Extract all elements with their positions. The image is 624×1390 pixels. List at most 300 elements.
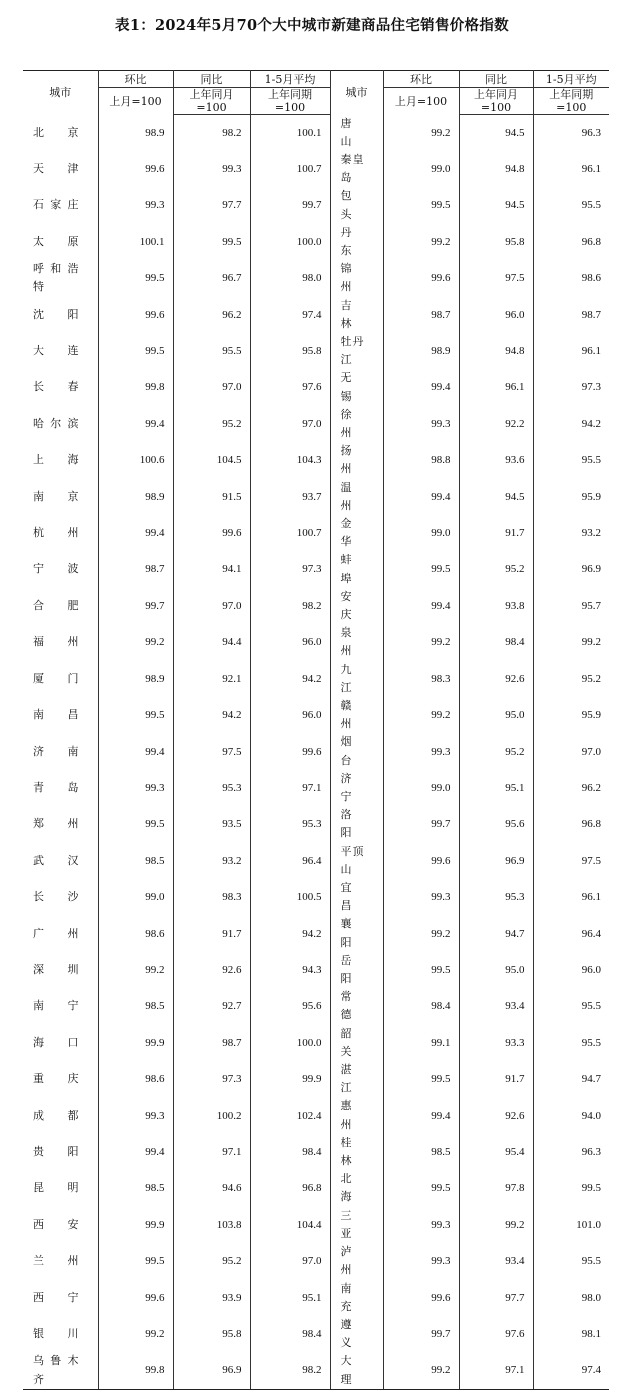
- right-yoy-cell: 95.6: [459, 806, 533, 842]
- left-avg-cell: 94.2: [250, 915, 330, 951]
- left-city-cell: 南 宁: [33, 999, 80, 1013]
- right-mom-cell: 99.7: [383, 1316, 459, 1352]
- right-yoy-cell: 93.3: [459, 1025, 533, 1061]
- left-yoy-cell: 97.5: [173, 733, 250, 769]
- right-city-cell: 遵 义: [340, 1317, 353, 1350]
- right-city-cell: 韶 关: [340, 1026, 353, 1058]
- right-mom-cell: 99.0: [383, 515, 459, 551]
- left-avg-cell: 104.4: [250, 1207, 330, 1243]
- right-avg-cell: 95.5: [533, 442, 609, 478]
- left-avg-cell: 96.0: [250, 624, 330, 660]
- left-city-cell: 杭 州: [33, 526, 80, 540]
- right-city-cell: 包 头: [340, 189, 353, 221]
- left-yoy-cell: 97.3: [173, 1061, 250, 1097]
- table-row: [23, 1243, 609, 1279]
- right-avg-cell: 96.2: [533, 770, 609, 806]
- right-yoy-cell: 95.2: [459, 551, 533, 587]
- right-yoy-cell: 94.5: [459, 479, 533, 515]
- right-avg-cell: 98.1: [533, 1316, 609, 1352]
- left-city-cell: 银 川: [33, 1327, 80, 1340]
- avg-sub1-right: 上年同期: [533, 88, 609, 102]
- right-yoy-cell: 97.7: [459, 1280, 533, 1316]
- left-avg-cell: 98.2: [250, 1352, 330, 1389]
- left-yoy-cell: 96.9: [173, 1352, 250, 1389]
- left-yoy-cell: 103.8: [173, 1207, 250, 1243]
- table-row: [23, 1207, 609, 1243]
- table-row: [23, 1280, 609, 1316]
- left-avg-cell: 95.8: [250, 333, 330, 369]
- left-city-cell: 福 州: [33, 635, 80, 649]
- right-city-cell: 洛 阳: [340, 808, 353, 840]
- right-yoy-cell: 94.5: [459, 115, 533, 151]
- right-yoy-cell: 95.2: [459, 733, 533, 769]
- table-row: [23, 624, 609, 660]
- left-mom-cell: 99.4: [98, 733, 173, 769]
- yoy-sub2-right: =100: [459, 101, 533, 115]
- left-avg-cell: 98.2: [250, 588, 330, 624]
- right-city-cell: 烟 台: [340, 735, 353, 767]
- table-row: [23, 588, 609, 624]
- right-avg-cell: 97.3: [533, 369, 609, 405]
- table-row: [23, 697, 609, 733]
- right-city-cell: 蚌 埠: [340, 553, 353, 585]
- mom-sub-left: 上月=100: [98, 88, 173, 115]
- left-avg-cell: 95.1: [250, 1280, 330, 1316]
- table-row: [23, 369, 609, 405]
- left-avg-cell: 97.6: [250, 369, 330, 405]
- table-body: [23, 115, 609, 1390]
- left-avg-cell: 100.0: [250, 224, 330, 260]
- right-avg-cell: 96.4: [533, 915, 609, 951]
- left-city-cell: 石家庄: [33, 198, 80, 212]
- right-avg-cell: 96.9: [533, 551, 609, 587]
- table-row: [23, 406, 609, 442]
- right-yoy-cell: 95.4: [459, 1134, 533, 1170]
- left-mom-cell: 99.5: [98, 1243, 173, 1279]
- left-yoy-cell: 94.4: [173, 624, 250, 660]
- table-row: [23, 115, 609, 151]
- right-avg-cell: 96.1: [533, 151, 609, 187]
- left-avg-cell: 104.3: [250, 442, 330, 478]
- right-mom-cell: 99.2: [383, 115, 459, 151]
- table-row: [23, 1061, 609, 1097]
- left-avg-cell: 98.0: [250, 260, 330, 296]
- left-yoy-cell: 95.2: [173, 406, 250, 442]
- table-row: [23, 151, 609, 187]
- left-mom-cell: 99.5: [98, 806, 173, 842]
- right-yoy-cell: 96.0: [459, 297, 533, 333]
- left-avg-cell: 100.7: [250, 515, 330, 551]
- right-avg-cell: 96.1: [533, 333, 609, 369]
- left-city-cell: 济 南: [33, 744, 80, 758]
- right-city-cell: 岳 阳: [340, 953, 353, 986]
- right-yoy-cell: 97.6: [459, 1316, 533, 1352]
- left-city-cell: 长 春: [33, 380, 80, 394]
- right-yoy-cell: 97.1: [459, 1352, 533, 1389]
- left-avg-cell: 97.4: [250, 297, 330, 333]
- right-avg-cell: 95.2: [533, 661, 609, 697]
- right-yoy-cell: 95.1: [459, 770, 533, 806]
- right-city-cell: 扬 州: [340, 444, 353, 476]
- left-avg-cell: 97.3: [250, 551, 330, 587]
- right-avg-cell: 95.5: [533, 1243, 609, 1279]
- right-yoy-cell: 92.6: [459, 661, 533, 697]
- left-yoy-cell: 93.9: [173, 1280, 250, 1316]
- right-mom-cell: 99.4: [383, 369, 459, 405]
- left-avg-cell: 100.1: [250, 115, 330, 151]
- avg-header-left: 1-5月平均: [250, 71, 330, 88]
- left-yoy-cell: 92.7: [173, 988, 250, 1024]
- right-avg-cell: 98.0: [533, 1280, 609, 1316]
- right-yoy-cell: 94.5: [459, 187, 533, 223]
- right-mom-cell: 99.3: [383, 406, 459, 442]
- table-title: 表1：2024年5月70个大中城市新建商品住宅销售价格指数: [115, 17, 509, 34]
- left-yoy-cell: 99.5: [173, 224, 250, 260]
- left-mom-cell: 99.3: [98, 770, 173, 806]
- right-avg-cell: 96.0: [533, 952, 609, 988]
- right-mom-cell: 99.0: [383, 770, 459, 806]
- left-city-cell: 合 肥: [33, 598, 80, 612]
- right-city-cell: 金 华: [340, 516, 353, 549]
- right-city-cell: 唐 山: [340, 116, 353, 148]
- avg-header-right: 1-5月平均: [533, 71, 609, 88]
- yoy-sub2-left: =100: [173, 101, 250, 115]
- left-avg-cell: 99.9: [250, 1061, 330, 1097]
- left-yoy-cell: 95.5: [173, 333, 250, 369]
- right-city-cell: 常 德: [340, 990, 353, 1022]
- left-mom-cell: 98.9: [98, 661, 173, 697]
- table-row: [23, 333, 609, 369]
- right-mom-cell: 99.7: [383, 806, 459, 842]
- left-city-cell: 海 口: [33, 1035, 80, 1049]
- left-avg-cell: 100.7: [250, 151, 330, 187]
- table-row: [23, 224, 609, 260]
- table-row: [23, 843, 609, 879]
- left-yoy-cell: 92.6: [173, 952, 250, 988]
- right-yoy-cell: 92.2: [459, 406, 533, 442]
- right-mom-cell: 99.5: [383, 952, 459, 988]
- right-avg-cell: 96.3: [533, 1134, 609, 1170]
- city-header-left: 城市: [49, 86, 72, 100]
- table-row: [23, 515, 609, 551]
- right-avg-cell: 97.5: [533, 843, 609, 879]
- left-avg-cell: 95.6: [250, 988, 330, 1024]
- left-yoy-cell: 92.1: [173, 661, 250, 697]
- right-mom-cell: 99.2: [383, 697, 459, 733]
- right-yoy-cell: 91.7: [459, 515, 533, 551]
- left-mom-cell: 99.6: [98, 151, 173, 187]
- left-city-cell: 西 宁: [33, 1290, 80, 1304]
- right-avg-cell: 94.0: [533, 1097, 609, 1133]
- left-city-cell: 沈 阳: [33, 307, 80, 321]
- left-avg-cell: 97.0: [250, 1243, 330, 1279]
- right-yoy-cell: 93.4: [459, 988, 533, 1024]
- table-row: [23, 806, 609, 842]
- avg-sub1-left: 上年同期: [250, 88, 330, 102]
- left-mom-cell: 98.9: [98, 479, 173, 515]
- left-mom-cell: 98.5: [98, 988, 173, 1024]
- left-avg-cell: 97.1: [250, 770, 330, 806]
- right-avg-cell: 98.7: [533, 297, 609, 333]
- table-row: [23, 551, 609, 587]
- right-yoy-cell: 94.8: [459, 333, 533, 369]
- left-mom-cell: 99.7: [98, 588, 173, 624]
- left-yoy-cell: 97.0: [173, 588, 250, 624]
- left-yoy-cell: 96.7: [173, 260, 250, 296]
- right-avg-cell: 95.5: [533, 988, 609, 1024]
- right-mom-cell: 99.5: [383, 187, 459, 223]
- right-mom-cell: 99.3: [383, 733, 459, 769]
- left-mom-cell: 99.4: [98, 406, 173, 442]
- table-row: [23, 479, 609, 515]
- left-city-cell: 呼和浩特: [33, 262, 80, 294]
- yoy-sub1-left: 上年同月: [173, 88, 250, 102]
- left-mom-cell: 99.8: [98, 1352, 173, 1389]
- right-city-cell: 宜 昌: [340, 881, 353, 913]
- left-mom-cell: 99.0: [98, 879, 173, 915]
- table-row: [23, 915, 609, 951]
- left-yoy-cell: 100.2: [173, 1097, 250, 1133]
- left-mom-cell: 99.3: [98, 187, 173, 223]
- right-mom-cell: 99.0: [383, 151, 459, 187]
- right-mom-cell: 99.6: [383, 260, 459, 296]
- right-avg-cell: 99.5: [533, 1170, 609, 1206]
- right-avg-cell: 95.5: [533, 187, 609, 223]
- left-avg-cell: 94.3: [250, 952, 330, 988]
- right-mom-cell: 99.2: [383, 915, 459, 951]
- table-row: [23, 1316, 609, 1352]
- left-mom-cell: 98.5: [98, 843, 173, 879]
- left-city-cell: 西 安: [33, 1217, 80, 1231]
- left-mom-cell: 99.6: [98, 297, 173, 333]
- left-city-cell: 青 岛: [33, 780, 80, 794]
- table-row: [23, 1170, 609, 1206]
- right-city-cell: 北 海: [340, 1172, 353, 1204]
- left-mom-cell: 98.9: [98, 115, 173, 151]
- right-mom-cell: 98.4: [383, 988, 459, 1024]
- right-avg-cell: 96.1: [533, 879, 609, 915]
- table-row: [23, 952, 609, 988]
- left-avg-cell: 98.4: [250, 1134, 330, 1170]
- right-city-cell: 秦皇岛: [340, 152, 365, 185]
- left-mom-cell: 99.9: [98, 1207, 173, 1243]
- left-yoy-cell: 99.3: [173, 151, 250, 187]
- right-yoy-cell: 94.7: [459, 915, 533, 951]
- right-mom-cell: 99.5: [383, 551, 459, 587]
- left-city-cell: 大 连: [33, 344, 80, 358]
- left-mom-cell: 98.6: [98, 915, 173, 951]
- table-row: [23, 260, 609, 296]
- left-yoy-cell: 95.8: [173, 1316, 250, 1352]
- right-avg-cell: 95.5: [533, 1025, 609, 1061]
- table-row: [23, 661, 609, 697]
- right-city-cell: 无 锡: [340, 371, 353, 403]
- left-avg-cell: 96.0: [250, 697, 330, 733]
- left-mom-cell: 98.7: [98, 551, 173, 587]
- left-avg-cell: 97.0: [250, 406, 330, 442]
- left-city-cell: 武 汉: [33, 853, 80, 867]
- right-yoy-cell: 96.1: [459, 369, 533, 405]
- table-row: [23, 187, 609, 223]
- right-city-cell: 丹 东: [340, 225, 353, 257]
- right-city-cell: 泉 州: [340, 626, 353, 658]
- right-city-cell: 牡丹江: [340, 334, 365, 367]
- table-row: [23, 1025, 609, 1061]
- right-mom-cell: 99.2: [383, 624, 459, 660]
- left-mom-cell: 99.5: [98, 333, 173, 369]
- right-city-cell: 吉 林: [340, 298, 353, 330]
- right-mom-cell: 99.1: [383, 1025, 459, 1061]
- left-yoy-cell: 94.6: [173, 1170, 250, 1206]
- left-avg-cell: 100.0: [250, 1025, 330, 1061]
- left-mom-cell: 99.3: [98, 1097, 173, 1133]
- left-city-cell: 哈尔滨: [33, 416, 80, 430]
- left-city-cell: 重 庆: [33, 1072, 80, 1086]
- left-mom-cell: 100.6: [98, 442, 173, 478]
- left-city-cell: 南 昌: [33, 708, 80, 722]
- left-mom-cell: 99.4: [98, 1134, 173, 1170]
- left-city-cell: 天 津: [33, 162, 80, 175]
- right-city-cell: 徐 州: [340, 407, 353, 439]
- table-row: [23, 770, 609, 806]
- city-header-right: 城市: [345, 86, 368, 100]
- left-avg-cell: 96.4: [250, 843, 330, 879]
- left-city-cell: 兰 州: [33, 1254, 80, 1268]
- left-yoy-cell: 98.2: [173, 115, 250, 151]
- left-city-cell: 广 州: [33, 926, 80, 940]
- left-avg-cell: 95.3: [250, 806, 330, 842]
- right-yoy-cell: 93.4: [459, 1243, 533, 1279]
- left-city-cell: 长 沙: [33, 890, 80, 904]
- right-mom-cell: 98.7: [383, 297, 459, 333]
- right-avg-cell: 94.2: [533, 406, 609, 442]
- right-mom-cell: 99.4: [383, 479, 459, 515]
- right-avg-cell: 98.6: [533, 260, 609, 296]
- left-mom-cell: 99.5: [98, 697, 173, 733]
- right-city-cell: 赣 州: [340, 699, 353, 731]
- left-yoy-cell: 98.7: [173, 1025, 250, 1061]
- left-avg-cell: 98.4: [250, 1316, 330, 1352]
- right-mom-cell: 98.9: [383, 333, 459, 369]
- left-avg-cell: 96.8: [250, 1170, 330, 1206]
- left-yoy-cell: 97.0: [173, 369, 250, 405]
- right-mom-cell: 98.3: [383, 661, 459, 697]
- right-city-cell: 温 州: [340, 480, 353, 512]
- right-city-cell: 平顶山: [340, 844, 365, 876]
- left-city-cell: 昆 明: [33, 1181, 80, 1195]
- table-row: [23, 879, 609, 915]
- right-avg-cell: 95.7: [533, 588, 609, 624]
- left-yoy-cell: 91.5: [173, 479, 250, 515]
- right-avg-cell: 97.4: [533, 1352, 609, 1389]
- right-yoy-cell: 98.4: [459, 624, 533, 660]
- left-mom-cell: 99.2: [98, 1316, 173, 1352]
- table-row: [23, 1134, 609, 1170]
- left-mom-cell: 99.6: [98, 1280, 173, 1316]
- right-mom-cell: 99.2: [383, 224, 459, 260]
- right-city-cell: 大 理: [330, 1352, 383, 1389]
- left-yoy-cell: 97.7: [173, 187, 250, 223]
- yoy-header-right: 同比: [459, 71, 533, 88]
- right-mom-cell: 99.6: [383, 843, 459, 879]
- left-city-cell: 宁 波: [33, 562, 80, 576]
- avg-sub2-left: =100: [250, 101, 330, 115]
- yoy-sub1-right: 上年同月: [459, 88, 533, 102]
- left-mom-cell: 99.4: [98, 515, 173, 551]
- right-yoy-cell: 94.8: [459, 151, 533, 187]
- right-city-cell: 桂 林: [340, 1135, 353, 1168]
- left-mom-cell: 99.8: [98, 369, 173, 405]
- right-city-cell: 锦 州: [340, 262, 353, 294]
- left-city-cell: 厦 门: [33, 671, 80, 685]
- left-city-cell: 南 京: [33, 489, 80, 503]
- left-yoy-cell: 95.3: [173, 770, 250, 806]
- right-yoy-cell: 92.6: [459, 1097, 533, 1133]
- left-yoy-cell: 96.2: [173, 297, 250, 333]
- right-mom-cell: 99.5: [383, 1061, 459, 1097]
- right-city-cell: 惠 州: [340, 1099, 353, 1131]
- right-avg-cell: 97.0: [533, 733, 609, 769]
- right-avg-cell: 96.3: [533, 115, 609, 151]
- right-mom-cell: 99.4: [383, 588, 459, 624]
- yoy-header-left: 同比: [173, 71, 250, 88]
- right-yoy-cell: 97.8: [459, 1170, 533, 1206]
- left-yoy-cell: 94.1: [173, 551, 250, 587]
- right-city-cell: 三 亚: [340, 1208, 353, 1240]
- left-mom-cell: 99.9: [98, 1025, 173, 1061]
- avg-sub2-right: =100: [533, 101, 609, 115]
- mom-header-left: 环比: [98, 71, 173, 88]
- left-avg-cell: 94.2: [250, 661, 330, 697]
- left-yoy-cell: 98.3: [173, 879, 250, 915]
- left-yoy-cell: 104.5: [173, 442, 250, 478]
- left-city-cell: 成 都: [33, 1108, 80, 1122]
- right-city-cell: 襄 阳: [340, 917, 353, 949]
- left-yoy-cell: 97.1: [173, 1134, 250, 1170]
- right-yoy-cell: 95.0: [459, 697, 533, 733]
- right-avg-cell: 95.9: [533, 697, 609, 733]
- right-yoy-cell: 95.3: [459, 879, 533, 915]
- price-index-table: [23, 70, 609, 1390]
- left-city-cell: 贵 阳: [33, 1144, 80, 1158]
- right-city-cell: 九 江: [340, 662, 353, 694]
- right-yoy-cell: 91.7: [459, 1061, 533, 1097]
- mom-header-right: 环比: [383, 71, 459, 88]
- right-mom-cell: 99.2: [383, 1352, 459, 1389]
- left-yoy-cell: 93.5: [173, 806, 250, 842]
- table-row: [23, 733, 609, 769]
- right-yoy-cell: 99.2: [459, 1207, 533, 1243]
- right-city-cell: 济 宁: [340, 771, 353, 804]
- right-city-cell: 湛 江: [340, 1063, 353, 1095]
- left-mom-cell: 100.1: [98, 224, 173, 260]
- left-yoy-cell: 91.7: [173, 915, 250, 951]
- right-mom-cell: 99.6: [383, 1280, 459, 1316]
- left-mom-cell: 99.2: [98, 624, 173, 660]
- left-avg-cell: 100.5: [250, 879, 330, 915]
- left-city-cell: 深 圳: [33, 962, 80, 976]
- right-mom-cell: 99.3: [383, 1207, 459, 1243]
- left-avg-cell: 99.7: [250, 187, 330, 223]
- left-mom-cell: 99.2: [98, 952, 173, 988]
- right-yoy-cell: 93.8: [459, 588, 533, 624]
- left-city-cell: 郑 州: [33, 817, 80, 831]
- left-avg-cell: 93.7: [250, 479, 330, 515]
- mom-sub-right: 上月=100: [383, 88, 459, 115]
- right-city-cell: 南 充: [340, 1281, 353, 1313]
- right-avg-cell: 95.9: [533, 479, 609, 515]
- right-yoy-cell: 93.6: [459, 442, 533, 478]
